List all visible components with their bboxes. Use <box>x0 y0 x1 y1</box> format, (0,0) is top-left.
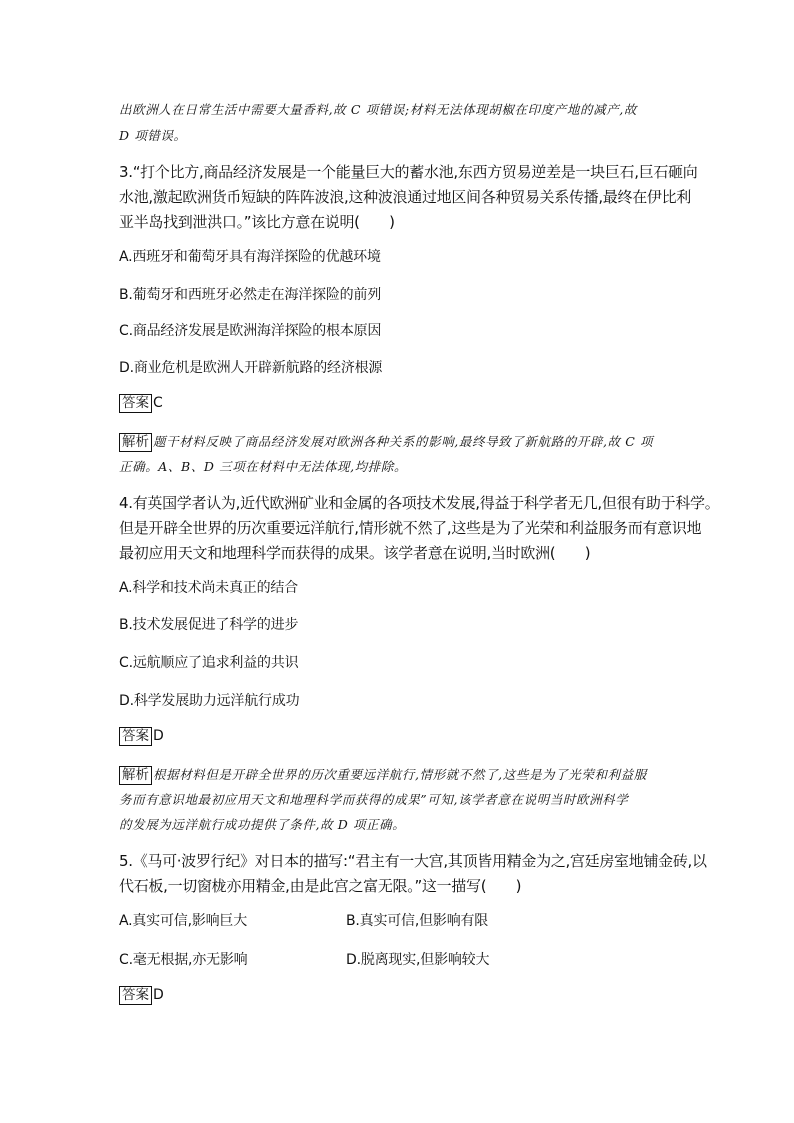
q5-option-d: D.脱离现实,但影响较大 <box>346 952 490 968</box>
q4-stem-line-1: 4.有英国学者认为,近代欧洲矿业和金属的各项技术发展,得益于科学者无几,但很有助于科学。 <box>119 494 720 512</box>
q5-stem-line-2: 代石板,一切窗栊亦用精金,由是此宫之富无限。”这一描写( ) <box>119 877 522 895</box>
q4-analysis-line-2: 务而有意识地最初应用天文和地理科学而获得的成果”可知,该学者意在说明当时欧洲科学 <box>119 792 629 807</box>
q4-answer-tag: 答案 <box>119 727 152 746</box>
q3-option-c: C.商品经济发展是欧洲海洋探险的根本原因 <box>119 323 382 339</box>
q3-analysis-line-2: 正确。A、B、D 三项在材料中无法体现,均排除。 <box>119 459 408 474</box>
q4-option-d: D.科学发展助力远洋航行成功 <box>119 693 300 709</box>
q5-stem-line-1: 5.《马可·波罗行纪》对日本的描写:“君主有一大宫,其顶皆用精金为之,宫廷房室地铺金砖,以 <box>119 852 707 870</box>
q3-stem-line-1: 3.“打个比方,商品经济发展是一个能量巨大的蓄水池,东西方贸易逆差是一块巨石,巨石砸向 <box>119 163 698 181</box>
q5-answer-tag: 答案 <box>119 986 152 1005</box>
q4-analysis-line-1 <box>119 765 647 785</box>
q4-analysis-tag: 解析 <box>119 766 152 785</box>
q4-analysis-line-3: 的发展为远洋航行成功提供了条件,故 D 项正确。 <box>119 817 406 832</box>
q5-option-a: A.真实可信,影响巨大 <box>119 913 248 929</box>
q5-answer <box>119 986 164 1005</box>
prev-explanation-line-1: 出欧洲人在日常生活中需要大量香料,故 C 项错误;材料无法体现胡椒在印度产地的减产,故 <box>119 102 637 117</box>
q3-answer-tag: 答案 <box>119 394 152 413</box>
q3-option-d: D.商业危机是欧洲人开辟新航路的经济根源 <box>119 360 383 376</box>
q3-option-b: B.葡萄牙和西班牙必然走在海洋探险的前列 <box>119 287 382 303</box>
q3-stem-line-3: 亚半岛找到泄洪口。”该比方意在说明( ) <box>119 213 395 231</box>
q5-option-c: C.毫无根据,亦无影响 <box>119 952 248 968</box>
q4-analysis-text-1: 根据材料但是开辟全世界的历次重要远洋航行,情形就不然了,这些是为了光荣和利益服 <box>153 767 647 782</box>
q4-option-a: A.科学和技术尚未真正的结合 <box>119 580 298 596</box>
q4-answer-value: D <box>153 728 164 744</box>
q3-answer <box>119 394 163 413</box>
q4-stem-line-3: 最初应用天文和地理科学而获得的成果。该学者意在说明,当时欧洲( ) <box>119 544 591 562</box>
q3-analysis-text-1: 题干材料反映了商品经济发展对欧洲各种关系的影响,最终导致了新航路的开辟,故 C 项 <box>153 434 654 449</box>
q3-analysis-line-1 <box>119 432 653 452</box>
q5-answer-value: D <box>153 987 164 1003</box>
q3-analysis-tag: 解析 <box>119 433 152 452</box>
q4-answer <box>119 727 164 746</box>
q5-option-b: B.真实可信,但影响有限 <box>346 913 489 929</box>
q3-option-a: A.西班牙和葡萄牙具有海洋探险的优越环境 <box>119 249 381 265</box>
q3-answer-value: C <box>153 395 163 411</box>
q4-option-c: C.远航顺应了追求利益的共识 <box>119 655 299 671</box>
q3-stem-line-2: 水池,激起欧洲货币短缺的阵阵波浪,这种波浪通过地区间各种贸易关系传播,最终在伊比利 <box>119 188 692 206</box>
q4-option-b: B.技术发展促进了科学的进步 <box>119 617 299 633</box>
prev-explanation-line-2: D 项错误。 <box>119 128 187 143</box>
q4-stem-line-2: 但是开辟全世界的历次重要远洋航行,情形就不然了,这些是为了光荣和利益服务而有意识地 <box>119 519 702 537</box>
